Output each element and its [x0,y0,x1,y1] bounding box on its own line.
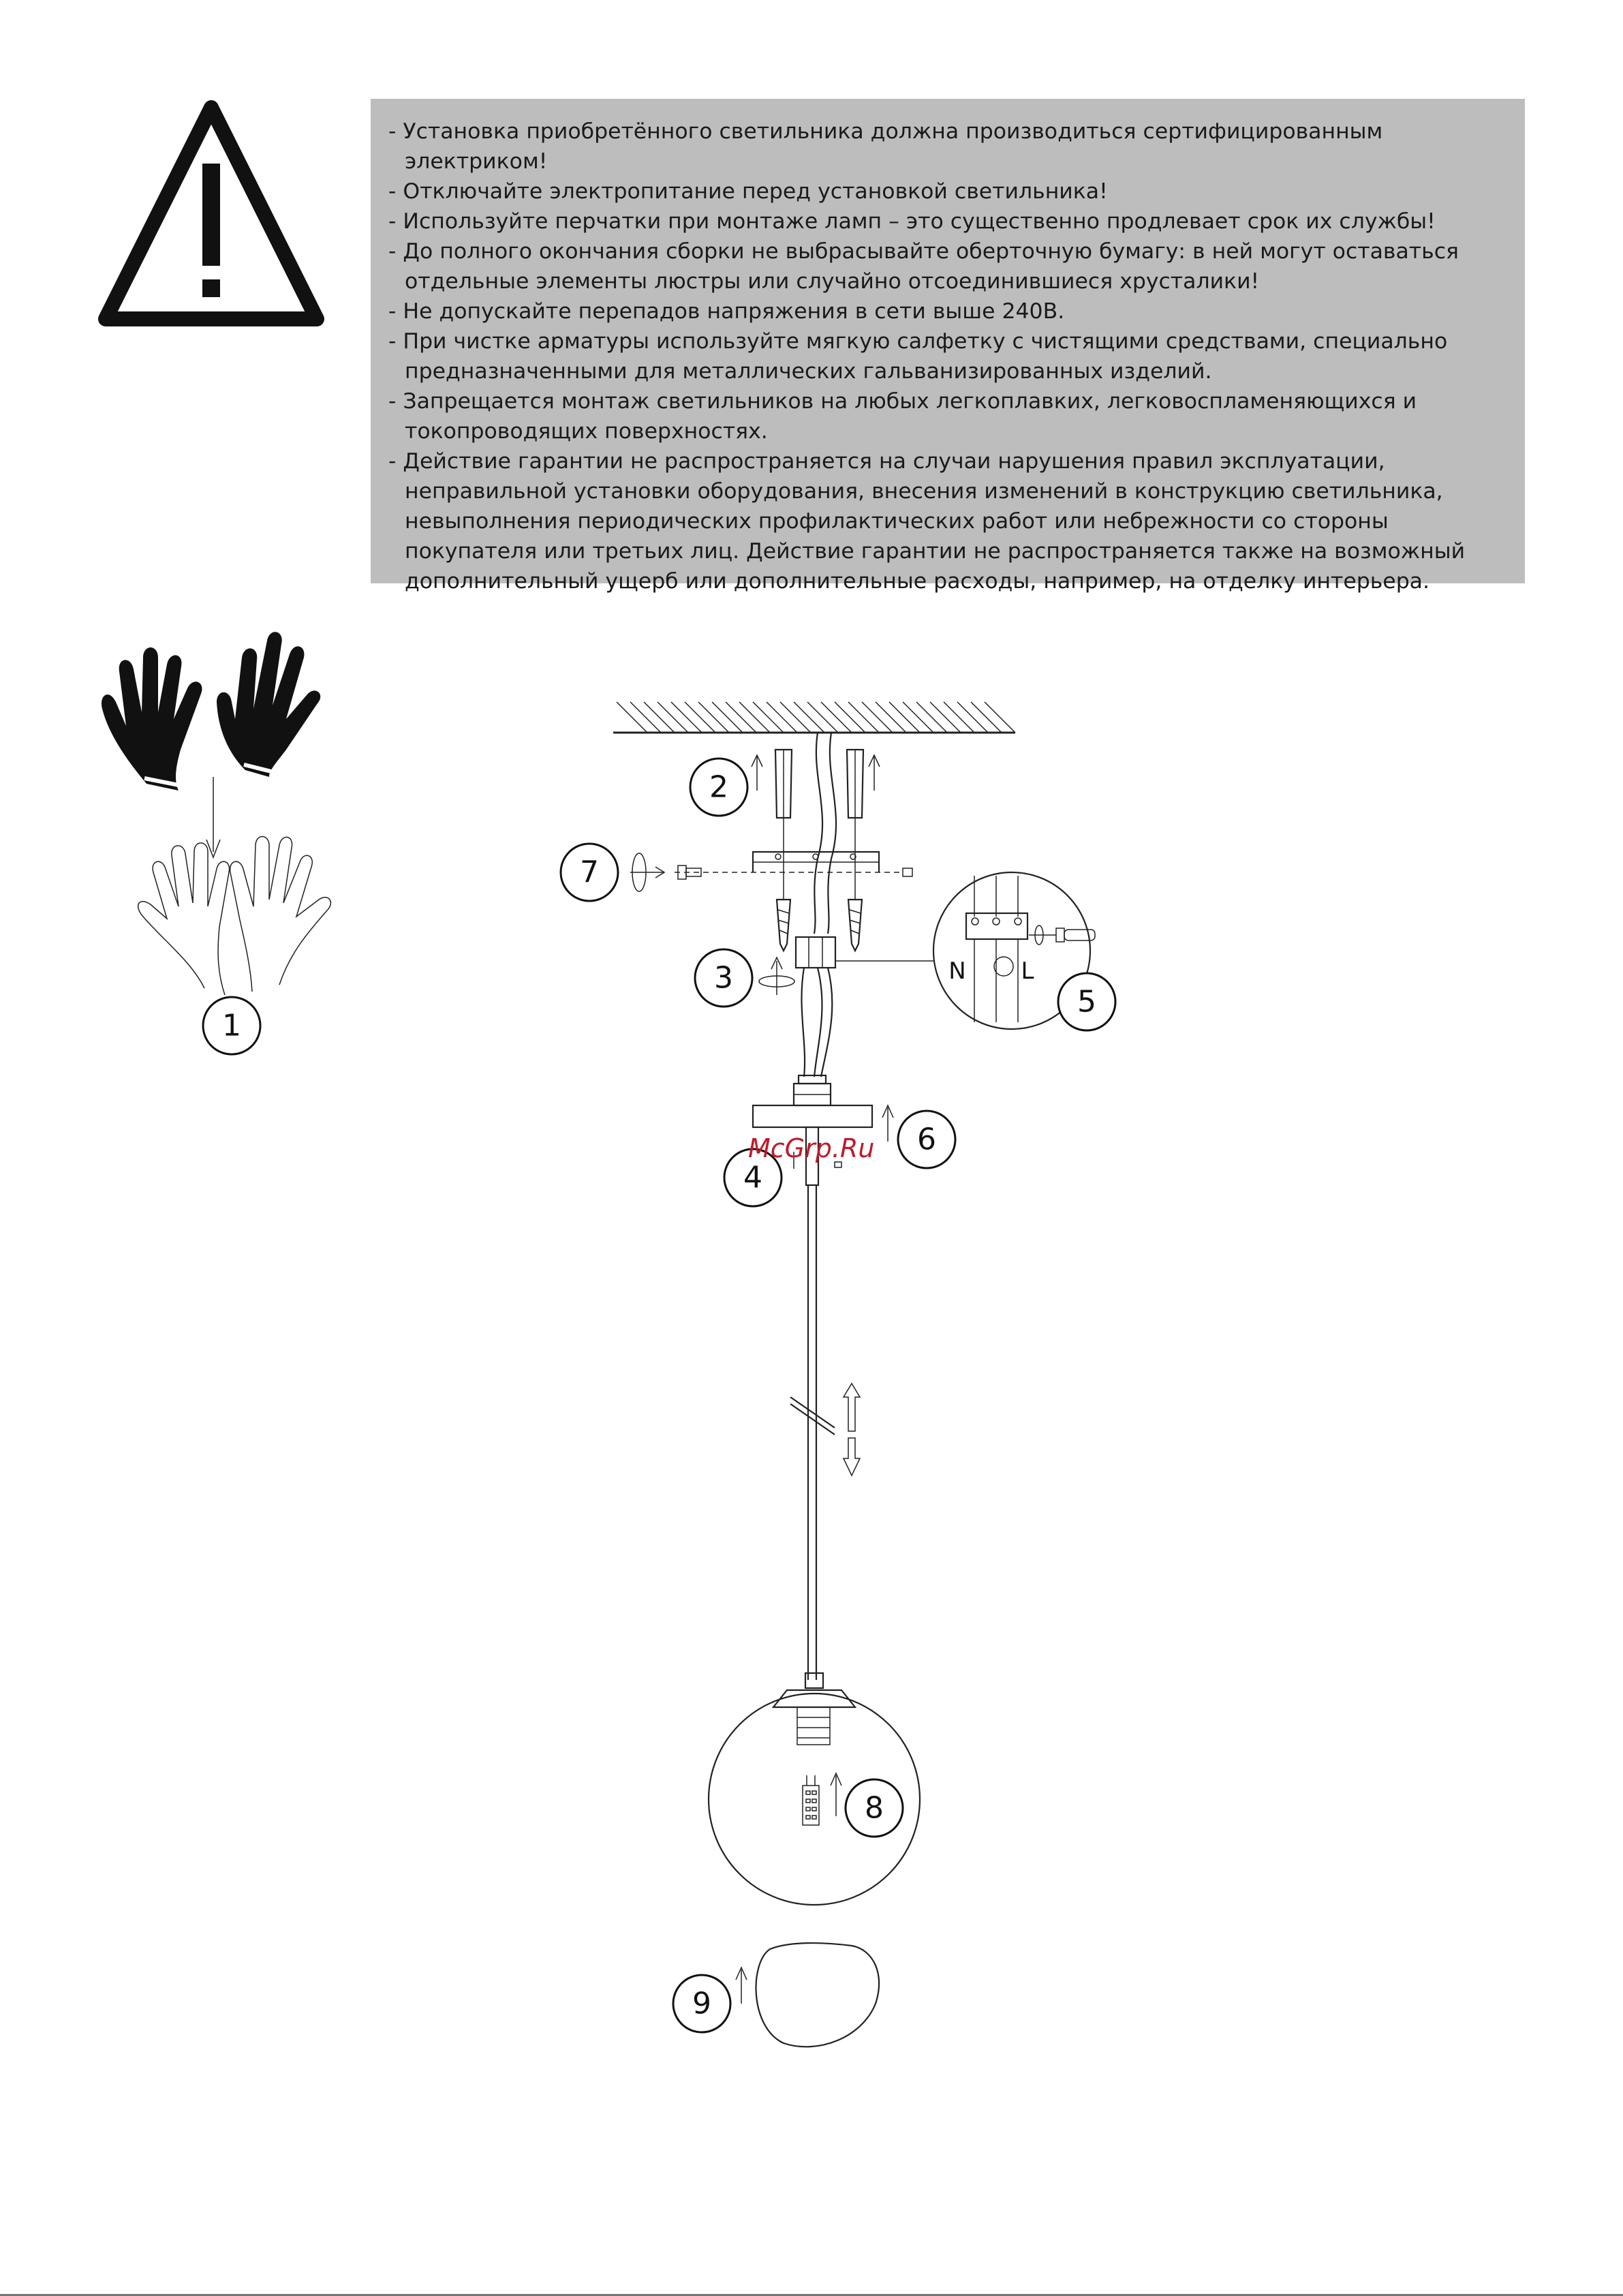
warning-item: - Отключайте электропитание перед установкой светильника! [388,179,1108,204]
step-3 [695,949,752,1007]
shade-ball [736,1943,879,2047]
step-2 [690,759,747,816]
terminal-block [796,937,835,968]
dowel-left [752,750,792,818]
step-5 [1058,973,1115,1030]
bare-hands-icon [138,836,331,995]
up-arrow-icon [882,1105,893,1142]
svg-text:9: 9 [692,1986,711,2021]
warning-item: - При чистке арматуры используйте мягкую салфетку с чистящими средствами, специально предназначенными для металлических гальванизированных изделий. [388,329,1455,384]
warning-item: - Действие гарантии не распространяется на случаи нарушения правил эксплуатации, неправильной установки оборудования, внесения изменений в конструкцию светильника, невыполнения периодических профилактических работ или небрежности со стороны покупателя или третьих лиц. Действие гарантии не распространяется также на возможный дополнительный ущерб или дополнительные расходы, например, на отделку интерьера. [388,449,1472,594]
step-1 [203,997,260,1054]
down-arrow-icon [206,777,220,857]
terminal-label-neutral: N [948,958,966,985]
assembly-diagram [0,600,1623,2167]
svg-text:8: 8 [865,1790,884,1826]
svg-text:7: 7 [580,855,599,890]
warning-item: - До полного окончания сборки не выбрасывайте оберточную бумагу: в ней могут оставаться отдельные элементы люстры или случайно отсоединившиеся хрусталики! [388,239,1466,294]
warning-item: - Не допускайте перепадов напряжения в сети выше 240В. [388,299,1065,324]
nut-icon [903,868,912,876]
svg-text:6: 6 [917,1122,936,1157]
warning-list [388,117,1506,596]
ceiling [613,702,1015,733]
warning-triangle-icon [95,95,327,327]
screwdriver-icon [1029,925,1095,945]
step-9 [673,1975,730,2032]
svg-text:3: 3 [714,960,733,996]
svg-text:4: 4 [743,1160,762,1195]
screw-left [777,818,790,951]
gloved-hands-icon [102,632,320,791]
warning-item: - Установка приобретённого светильника должна производиться сертифицированным электриком! [388,119,1390,174]
warning-box [371,99,1525,594]
svg-text:5: 5 [1077,984,1096,1020]
svg-text:1: 1 [222,1008,241,1043]
svg-text:2: 2 [709,769,728,805]
warning-item: - Используйте перчатки при монтаже ламп – это существенно продлевает срок их службы! [388,209,1436,234]
terminal-label-live: L [1021,958,1034,985]
screw-right [848,818,862,951]
bulb-icon [803,1773,841,1825]
canopy [753,1075,872,1127]
terminal-detail-callout [835,872,1090,1029]
step-8 [846,1779,903,1837]
rotate-arrow-icon [759,958,794,995]
rotate-arrow-icon [630,853,664,891]
step-6 [898,1111,955,1168]
lamp-socket [773,1673,855,1745]
warning-item: - Запрещается монтаж светильников на любых легкоплавких, легковоспламеняющихся и токопроводящих поверхностях. [388,389,1424,444]
watermark: McGrp.Ru [748,1133,875,1163]
step-7 [561,844,618,901]
dowel-right [847,750,880,818]
height-adjust-arrow-icon [844,1383,860,1475]
